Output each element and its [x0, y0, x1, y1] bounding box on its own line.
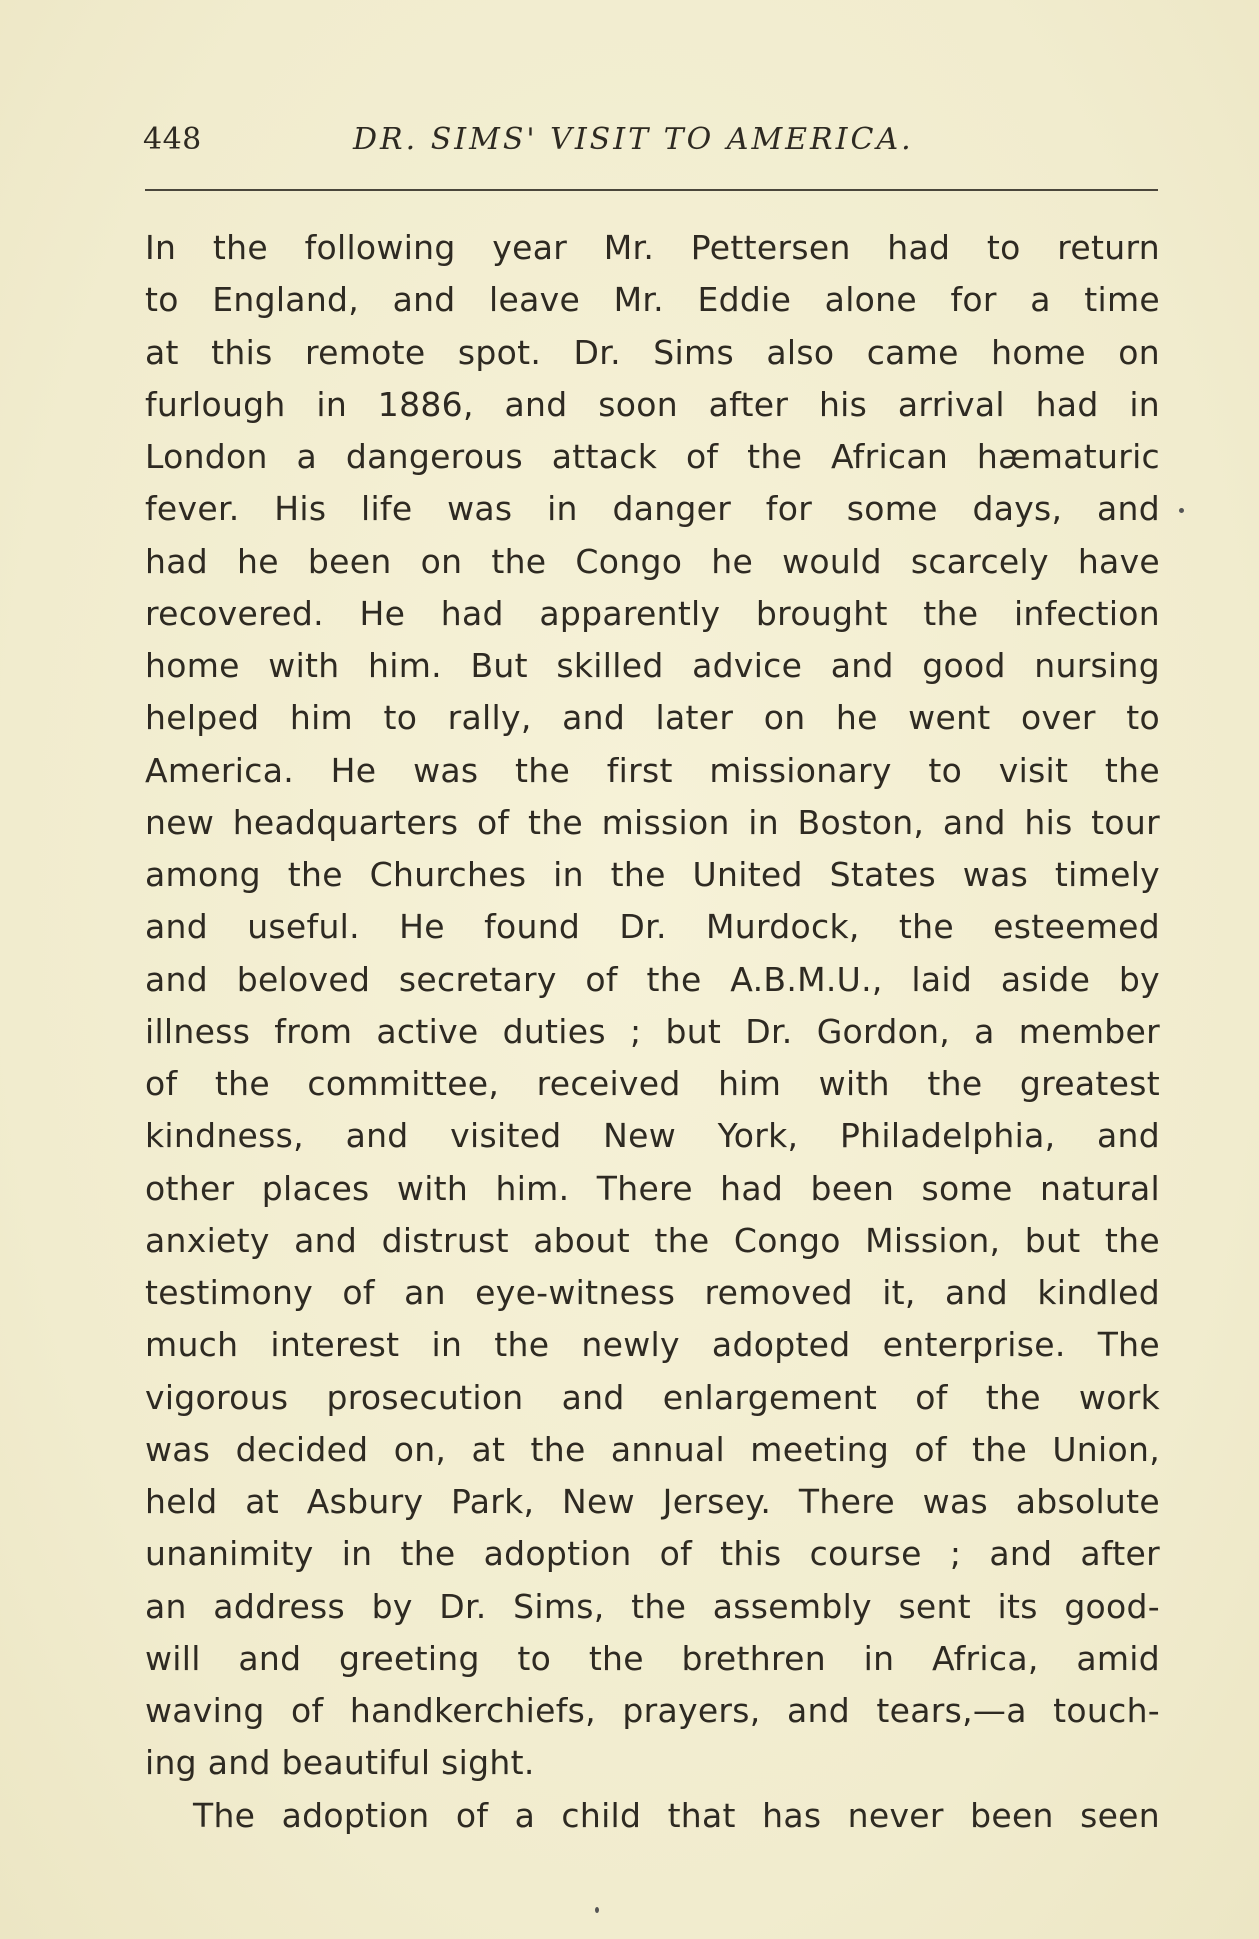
text-line: In the following year Mr. Pettersen had to return — [145, 228, 1160, 267]
text-line: testimony of an eye-witness removed it, and kindled — [145, 1273, 1160, 1312]
text-line: much interest in the newly adopted enterprise. The — [145, 1325, 1160, 1365]
text-line: kindness, and visited New York, Philadelphia, and — [145, 1116, 1160, 1156]
text-line: America. He was the first missionary to visit the — [145, 750, 1160, 790]
text-line: of the committee, received him with the greatest — [145, 1064, 1160, 1103]
page-header — [143, 122, 1158, 172]
text-line: fever. His life was in danger for some days, and — [145, 489, 1160, 529]
ink-speck — [595, 1907, 599, 1913]
text-line: waving of handkerchiefs, prayers, and tears,—a touch- — [145, 1691, 1160, 1730]
text-line: illness from active duties ; but Dr. Gordon, a member — [145, 1011, 1160, 1051]
text-line: vigorous prosecution and enlargement of the work — [145, 1377, 1160, 1417]
text-line: helped him to rally, and later on he went over to — [145, 698, 1160, 738]
text-line: an address by Dr. Sims, the assembly sent its good- — [145, 1586, 1160, 1626]
running-head: DR. SIMS' VISIT TO AMERICA. — [353, 122, 914, 157]
ink-speck — [1179, 508, 1184, 513]
page-number: 448 — [143, 122, 202, 157]
text-line: unanimity in the adoption of this course ; and after — [145, 1534, 1160, 1574]
text-line: and useful. He found Dr. Murdock, the esteemed — [145, 907, 1160, 947]
text-line: home with him. But skilled advice and good nursing — [145, 646, 1160, 685]
text-line: held at Asbury Park, New Jersey. There was absolute — [145, 1482, 1160, 1521]
text-line: will and greeting to the brethren in Africa, amid — [145, 1638, 1160, 1678]
text-line: The adoption of a child that has never been seen — [193, 1795, 1160, 1835]
text-line: was decided on, at the annual meeting of the Union, — [145, 1429, 1160, 1469]
text-line: furlough in 1886, and soon after his arrival had in — [145, 384, 1160, 424]
text-line: other places with him. There had been some natural — [145, 1168, 1160, 1208]
text-line: London a dangerous attack of the African hæmaturic — [145, 437, 1160, 476]
text-line: new headquarters of the mission in Boston, and his tour — [145, 802, 1160, 842]
text-line: had he been on the Congo he would scarcely have — [145, 541, 1160, 581]
header-rule — [145, 189, 1158, 191]
body-text — [145, 222, 1160, 1842]
text-line: recovered. He had apparently brought the infection — [145, 593, 1160, 633]
text-line: at this remote spot. Dr. Sims also came home on — [145, 332, 1160, 372]
text-line: and beloved secretary of the A.B.M.U., laid aside by — [145, 959, 1160, 999]
text-line: to England, and leave Mr. Eddie alone for a time — [145, 280, 1160, 320]
text-line: among the Churches in the United States was timely — [145, 855, 1160, 894]
text-line: ing and beautiful sight. — [145, 1743, 535, 1783]
text-line: anxiety and distrust about the Congo Mission, but the — [145, 1220, 1160, 1260]
